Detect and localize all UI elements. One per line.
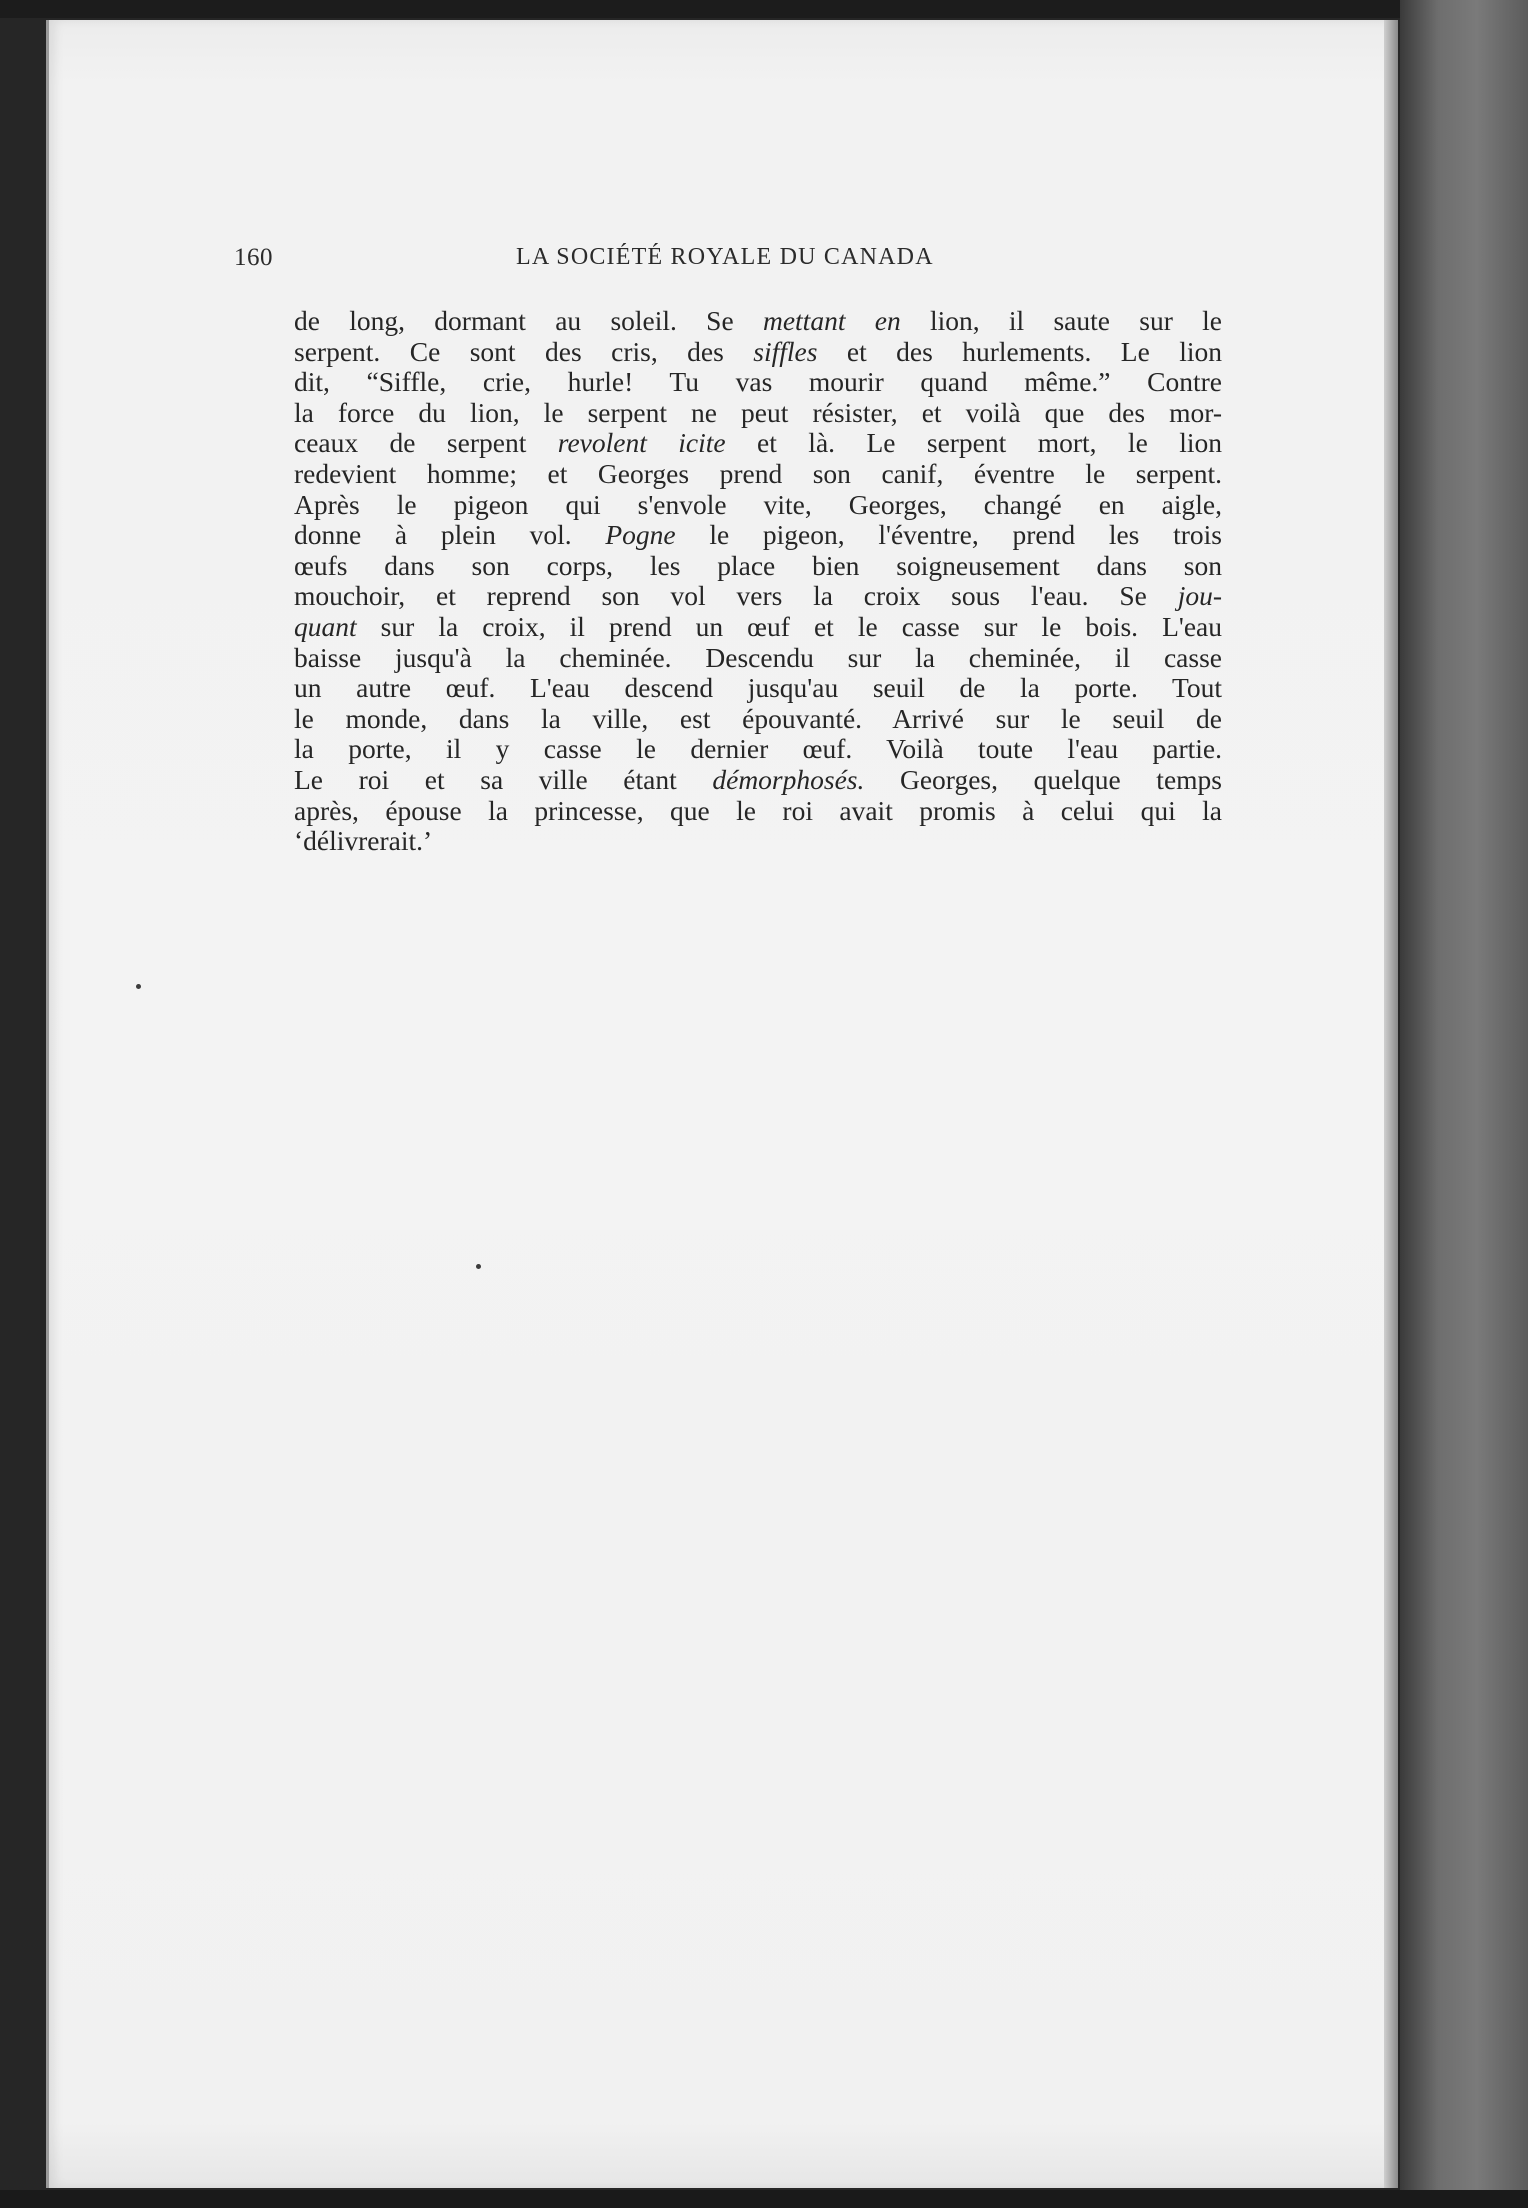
text-run: ‘délivrerait.’ xyxy=(294,825,433,857)
journal-title: LA SOCIÉTÉ ROYALE DU CANADA xyxy=(516,244,934,270)
text-run: Le roi et sa ville étant xyxy=(294,763,713,795)
text-run: Après le pigeon qui s'envole vite, Georges, changé en aigle, xyxy=(294,488,1222,520)
scan-speck xyxy=(136,984,141,989)
italic-phrase: siffles xyxy=(753,335,818,367)
scan-speck xyxy=(476,1264,481,1269)
text-run: donne à plein vol. xyxy=(294,519,606,551)
text-line xyxy=(294,826,1222,857)
text-run: et là. Le serpent mort, le lion xyxy=(725,427,1222,459)
text-run: baisse jusqu'à la cheminée. Descendu sur la cheminée, il casse xyxy=(294,641,1222,673)
text-line xyxy=(294,796,1222,827)
text-run: ceaux de serpent xyxy=(294,427,558,459)
text-run: le pigeon, l'éventre, prend les trois xyxy=(675,519,1222,551)
text-run: dit, “Siffle, crie, hurle! Tu vas mourir quand même.” Contre xyxy=(294,366,1222,398)
text-run: la porte, il y casse le dernier œuf. Voilà toute l'eau partie. xyxy=(294,733,1222,765)
text-line xyxy=(294,581,1222,612)
text-run: et des hurlements. Le lion xyxy=(817,335,1223,367)
text-line xyxy=(294,612,1222,643)
text-line xyxy=(294,306,1222,337)
text-line xyxy=(294,704,1222,735)
text-line xyxy=(294,734,1222,765)
text-run: sur la croix, il prend un œuf et le casse sur le bois. L'eau xyxy=(356,610,1222,642)
text-line xyxy=(294,490,1222,521)
scan-right-backing xyxy=(1400,0,1528,2208)
text-line xyxy=(294,673,1222,704)
scan-top-edge xyxy=(0,0,1528,18)
scan-bottom-edge xyxy=(0,2190,1528,2208)
page-right-edge xyxy=(1384,20,1398,2188)
italic-phrase: quant xyxy=(294,610,357,642)
text-run: un autre œuf. L'eau descend jusqu'au seuil de la porte. Tout xyxy=(294,672,1222,704)
text-line xyxy=(294,643,1222,674)
text-line xyxy=(294,520,1222,551)
running-head xyxy=(234,244,1224,284)
text-run: Georges, quelque temps xyxy=(864,763,1222,795)
italic-phrase: Pogne xyxy=(605,519,676,551)
text-line xyxy=(294,337,1222,368)
italic-phrase: jou- xyxy=(1177,580,1222,612)
text-run: redevient homme; et Georges prend son canif, éventre le serpent. xyxy=(294,457,1222,489)
text-line xyxy=(294,765,1222,796)
page-number: 160 xyxy=(234,244,273,271)
body-text xyxy=(294,306,1222,857)
text-run: serpent. Ce sont des cris, des xyxy=(294,335,754,367)
italic-phrase: revolent icite xyxy=(557,427,726,459)
text-line xyxy=(294,459,1222,490)
text-run: lion, il saute sur le xyxy=(900,305,1222,336)
text-run: de long, dormant au soleil. Se xyxy=(294,305,763,336)
text-line xyxy=(294,551,1222,582)
text-run: œufs dans son corps, les place bien soigneusement dans son xyxy=(294,549,1222,581)
text-run: la force du lion, le serpent ne peut résister, et voilà que des mor- xyxy=(294,396,1222,428)
text-line xyxy=(294,428,1222,459)
text-run: mouchoir, et reprend son vol vers la croix sous l'eau. Se xyxy=(294,580,1178,612)
italic-phrase: démorphosés. xyxy=(712,763,865,795)
text-run: le monde, dans la ville, est épouvanté. Arrivé sur le seuil de xyxy=(294,702,1222,734)
text-line xyxy=(294,398,1222,429)
text-run: après, épouse la princesse, que le roi avait promis à celui qui la xyxy=(294,794,1222,826)
italic-phrase: mettant en xyxy=(762,305,901,336)
text-line xyxy=(294,367,1222,398)
